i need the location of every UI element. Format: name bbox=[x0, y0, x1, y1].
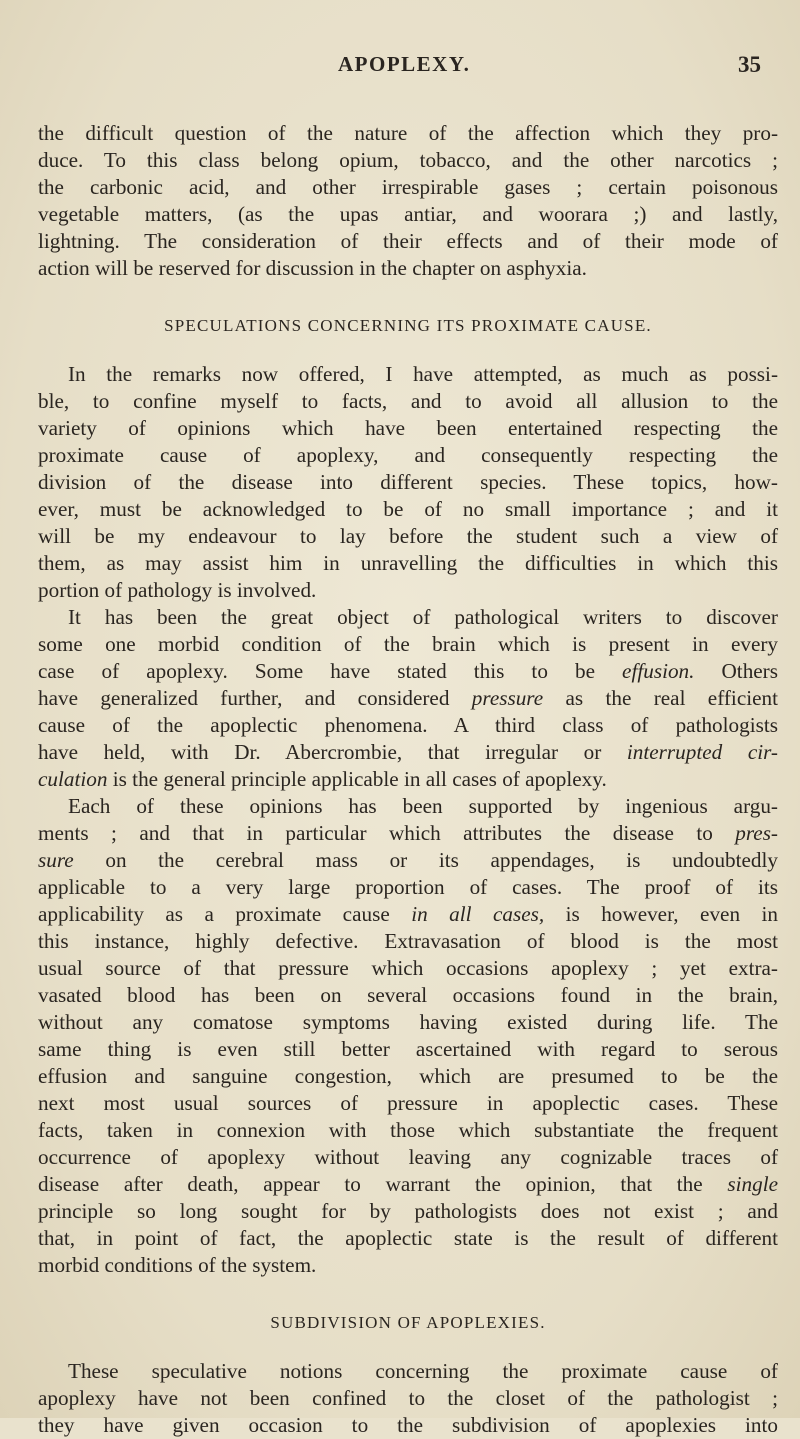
text-line: same thing is even still better ascertained with regard to serous bbox=[38, 1037, 778, 1061]
text-line: effusion and sanguine congestion, which are presumed to be the bbox=[38, 1064, 778, 1088]
paragraph-4 bbox=[38, 793, 778, 1279]
text-line: will be my endeavour to lay before the student such a view of bbox=[38, 524, 778, 548]
text-run: have generalized further, and considered bbox=[38, 686, 472, 710]
text-run: applicability as a proximate cause bbox=[38, 902, 412, 926]
text-run: ments ; and that in particular which attributes the disease to bbox=[38, 821, 736, 845]
text-run: is however, even in bbox=[544, 902, 778, 926]
text-line: without any comatose symptoms having existed during life. The bbox=[38, 1010, 778, 1034]
text-line bbox=[38, 685, 778, 712]
text-line: occurrence of apoplexy without leaving any cognizable traces of bbox=[38, 1145, 778, 1169]
text-line: It has been the great object of pathological writers to discover bbox=[68, 605, 778, 629]
text-line: portion of pathology is involved. bbox=[38, 578, 317, 602]
section-heading: SUBDIVISION OF APOPLEXIES. bbox=[270, 1313, 546, 1332]
text-line: they have given occasion to the subdivision of apoplexies into bbox=[38, 1413, 778, 1437]
body-text bbox=[38, 120, 778, 1439]
text-line: vegetable matters, (as the upas antiar, and woorara ;) and lastly, bbox=[38, 202, 778, 226]
text-run: on the cerebral mass or its appendages, is undoubtedly bbox=[73, 848, 778, 872]
text-line bbox=[38, 847, 778, 874]
page-number: 35 bbox=[738, 52, 761, 77]
text-line: vasated blood has been on several occasions found in the brain, bbox=[38, 983, 778, 1007]
text-line: that, in point of fact, the apoplectic state is the result of different bbox=[38, 1226, 778, 1250]
text-line: In the remarks now offered, I have attempted, as much as possi- bbox=[68, 362, 778, 386]
text-line: next most usual sources of pressure in apoplectic cases. These bbox=[38, 1091, 778, 1115]
paragraph-2 bbox=[38, 361, 778, 604]
paragraph-3 bbox=[38, 604, 778, 793]
text-line: proximate cause of apoplexy, and consequently respecting the bbox=[38, 443, 778, 467]
text-line bbox=[38, 820, 778, 847]
text-line: These speculative notions concerning the proximate cause of bbox=[68, 1359, 778, 1383]
text-line: apoplexy have not been confined to the closet of the pathologist ; bbox=[38, 1386, 778, 1410]
italic-text: pressure bbox=[471, 686, 544, 710]
text-line: this instance, highly defective. Extravasation of blood is the most bbox=[38, 929, 778, 953]
text-line: division of the disease into different species. These topics, how- bbox=[38, 470, 778, 494]
text-line bbox=[38, 901, 778, 928]
text-line: morbid conditions of the system. bbox=[38, 1253, 317, 1277]
text-run: is the general principle applicable in all cases of apoplexy. bbox=[107, 767, 607, 791]
text-run: have held, with Dr. Abercrombie, that irregular or bbox=[38, 740, 627, 764]
italic-text: interrupted cir- bbox=[626, 740, 778, 764]
text-line: the carbonic acid, and other irrespirable gases ; certain poisonous bbox=[38, 175, 778, 199]
text-line: action will be reserved for discussion in the chapter on asphyxia. bbox=[38, 256, 587, 280]
section-heading: SPECULATIONS CONCERNING ITS PROXIMATE CAUSE. bbox=[164, 316, 652, 335]
text-line bbox=[38, 739, 778, 766]
text-line: them, as may assist him in unravelling the difficulties in which this bbox=[38, 551, 778, 575]
text-line: the difficult question of the nature of the affection which they pro- bbox=[38, 121, 778, 145]
text-line: variety of opinions which have been entertained respecting the bbox=[38, 416, 778, 440]
text-line: principle so long sought for by pathologists does not exist ; and bbox=[38, 1199, 778, 1223]
italic-text: effusion. bbox=[622, 659, 695, 683]
text-run: Others bbox=[694, 659, 778, 683]
text-run: as the real efficient bbox=[543, 686, 778, 710]
italic-text: culation bbox=[38, 767, 108, 791]
text-line: Each of these opinions has been supported by ingenious argu- bbox=[68, 794, 778, 818]
text-line: ble, to confine myself to facts, and to avoid all allusion to the bbox=[38, 389, 778, 413]
text-line: duce. To this class belong opium, tobacco, and the other narcotics ; bbox=[38, 148, 778, 172]
text-line: cause of the apoplectic phenomena. A third class of pathologists bbox=[38, 713, 778, 737]
text-run: case of apoplexy. Some have stated this to be bbox=[38, 659, 623, 683]
text-line: lightning. The consideration of their effects and of their mode of bbox=[38, 229, 778, 253]
paragraph-5 bbox=[38, 1358, 778, 1439]
italic-text: in all cases, bbox=[411, 902, 545, 926]
text-line: facts, taken in connexion with those which substantiate the frequent bbox=[38, 1118, 778, 1142]
italic-text: pres- bbox=[735, 821, 778, 845]
running-title: APOPLEXY. bbox=[338, 52, 471, 76]
italic-text: sure bbox=[38, 848, 74, 872]
text-run: disease after death, appear to warrant the opinion, that the bbox=[38, 1172, 728, 1196]
text-line: some one morbid condition of the brain which is present in every bbox=[38, 632, 778, 656]
text-line: usual source of that pressure which occasions apoplexy ; yet extra- bbox=[38, 956, 778, 980]
paragraph-1 bbox=[38, 120, 778, 282]
page-header bbox=[0, 52, 800, 92]
text-line bbox=[38, 1171, 778, 1198]
text-line bbox=[38, 766, 778, 793]
text-line bbox=[38, 658, 778, 685]
italic-text: single bbox=[727, 1172, 778, 1196]
text-line: ever, must be acknowledged to be of no small importance ; and it bbox=[38, 497, 778, 521]
text-line: applicable to a very large proportion of cases. The proof of its bbox=[38, 875, 778, 899]
